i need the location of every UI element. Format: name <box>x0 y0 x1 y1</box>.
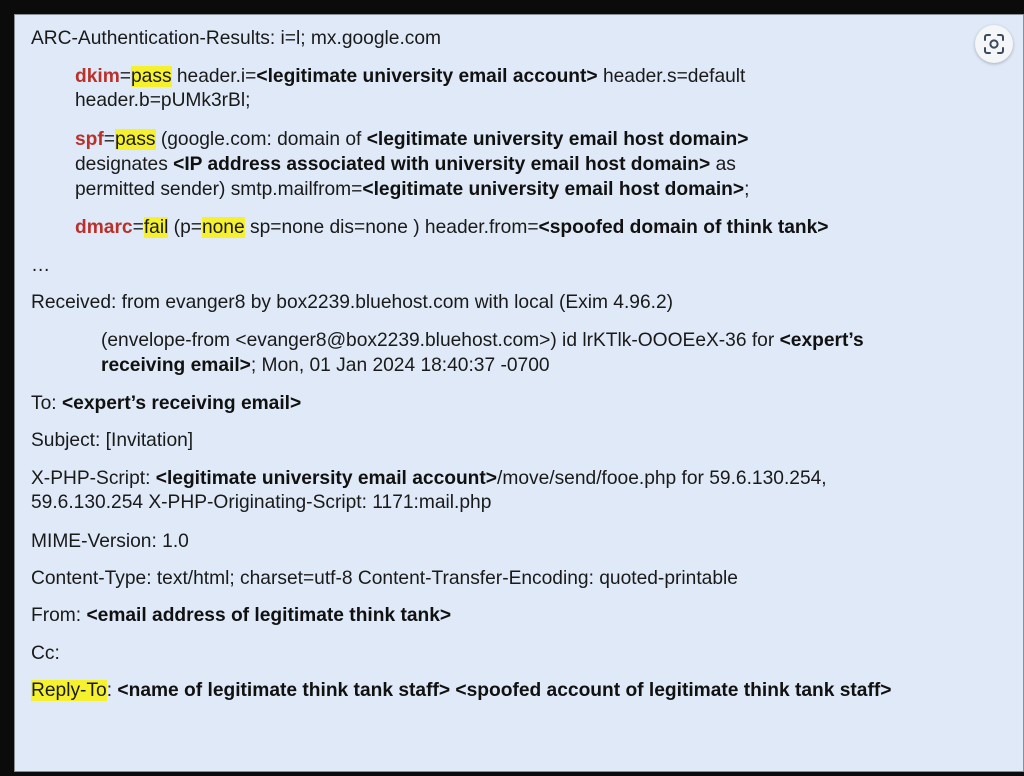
email-header-document <box>14 14 1024 772</box>
arc-line: ARC-Authentication-Results: i=l; mx.google.com <box>31 28 442 49</box>
reply-to-line: Reply-To: <name of legitimate think tank staff> <spoofed account of legitimate think tank staff> <box>31 680 892 701</box>
ellipsis: … <box>31 255 51 276</box>
dkim-line: dkim=pass header.i=<legitimate university email account> header.s=default <box>75 66 746 87</box>
spf-line: spf=pass (google.com: domain of <legitimate university email host domain> <box>75 129 749 150</box>
dkim-key: dkim <box>75 66 120 87</box>
to-line: To: <expert’s receiving email> <box>31 393 302 414</box>
xphp-line-2: 59.6.130.254 X-PHP-Originating-Script: 1171:mail.php <box>31 492 492 513</box>
spf-result: pass <box>115 129 156 150</box>
dmarc-result: fail <box>143 217 169 238</box>
received-line-2: (envelope-from <evanger8@box2239.bluehost.com>) id lrKTlk-OOOEeX-36 for <expert’s <box>101 330 864 351</box>
dmarc-key: dmarc <box>75 217 133 238</box>
reply-to-label: Reply-To <box>31 680 107 701</box>
google-lens-button[interactable] <box>975 25 1013 63</box>
dkim-result: pass <box>131 66 172 87</box>
dmarc-line: dmarc=fail (p=none sp=none dis=none ) header.from=<spoofed domain of think tank> <box>75 217 829 238</box>
cc-line: Cc: <box>31 643 60 664</box>
subject-line: Subject: [Invitation] <box>31 430 194 451</box>
content-type-line: Content-Type: text/html; charset=utf-8 Content-Transfer-Encoding: quoted-printable <box>31 568 738 589</box>
dmarc-policy: none <box>201 217 245 238</box>
from-line: From: <email address of legitimate think tank> <box>31 605 452 626</box>
xphp-line: X-PHP-Script: <legitimate university email account>/move/send/fooe.php for 59.6.130.254, <box>31 468 827 489</box>
google-lens-icon <box>983 33 1005 55</box>
spf-line-3: permitted sender) smtp.mailfrom=<legitimate university email host domain>; <box>75 179 750 200</box>
received-line-3: receiving email>; Mon, 01 Jan 2024 18:40:37 -0700 <box>101 355 550 376</box>
dkim-line-2: header.b=pUMk3rBl; <box>75 90 251 111</box>
spf-key: spf <box>75 129 104 150</box>
spf-line-2: designates <IP address associated with university email host domain> as <box>75 154 736 175</box>
received-line: Received: from evanger8 by box2239.bluehost.com with local (Exim 4.96.2) <box>31 292 674 313</box>
mime-line: MIME-Version: 1.0 <box>31 531 189 552</box>
